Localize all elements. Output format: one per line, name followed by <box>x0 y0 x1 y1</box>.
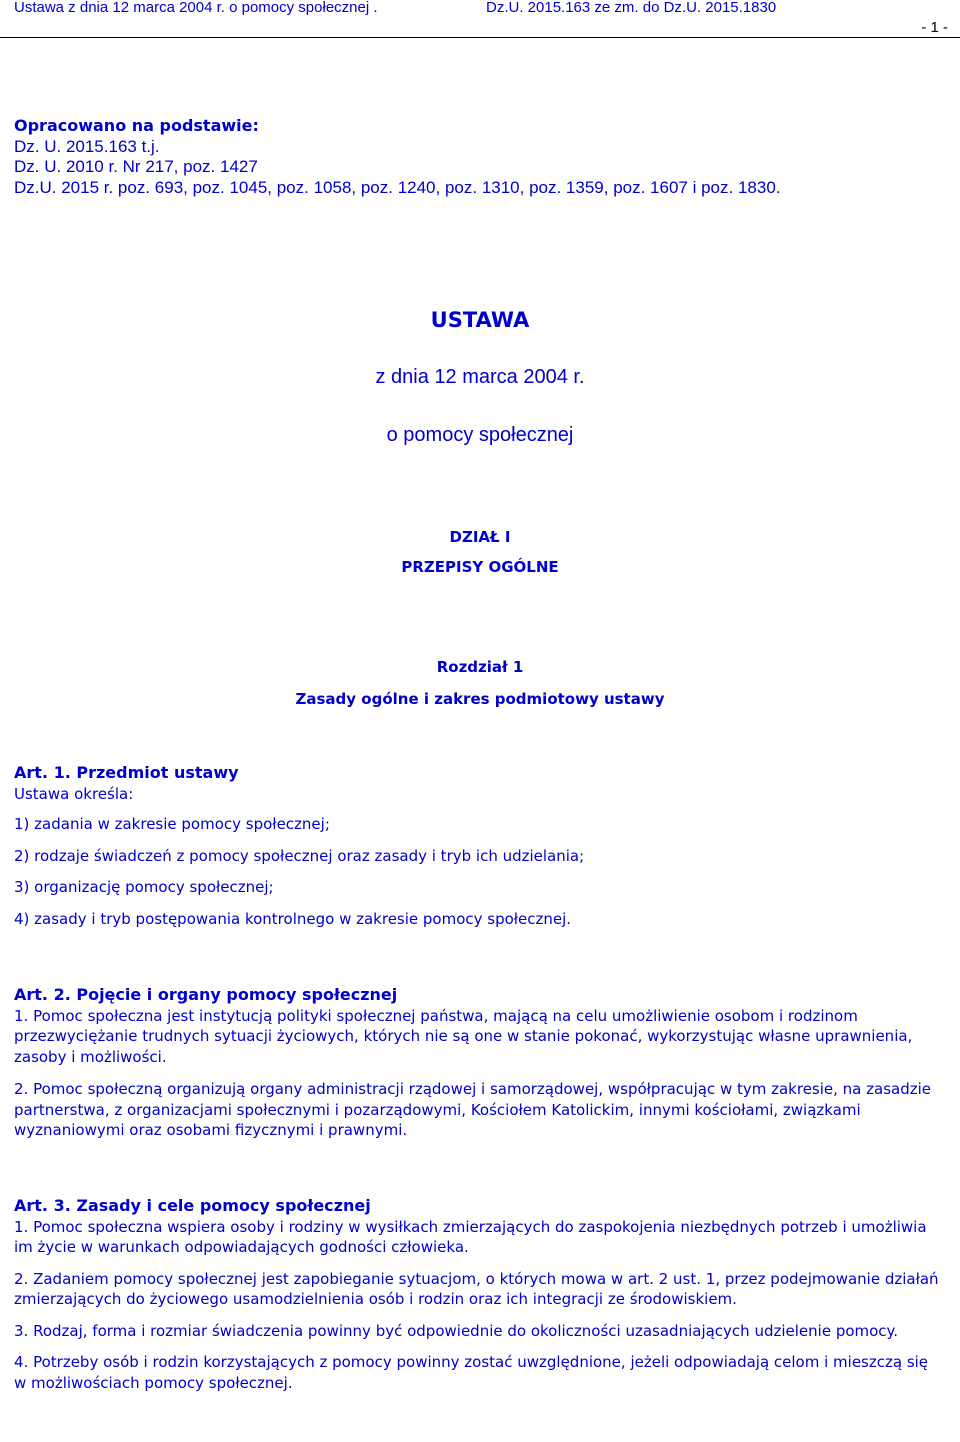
article-paragraph: 3. Rodzaj, forma i rozmiar świadczenia powinny być odpowiednie do okoliczności uzasadniających udzielenie pomocy. <box>14 1321 899 1340</box>
article-3 <box>14 1196 944 1393</box>
list-item: 3) organizację pomocy społecznej; <box>14 878 274 896</box>
header-journal-ref: Dz.U. 2015.163 ze zm. do Dz.U. 2015.1830 <box>486 0 777 16</box>
article-heading: Art. 2. Pojęcie i organy pomocy społecznej <box>14 985 398 1004</box>
act-date: z dnia 12 marca 2004 r. <box>375 366 585 388</box>
list-item: 4) zasady i tryb postępowania kontrolnego w zakresie pomocy społecznej. <box>14 909 572 928</box>
source-line: Dz. U. 2015.163 t.j. <box>14 136 160 156</box>
header-act-title: Ustawa z dnia 12 marca 2004 r. o pomocy społecznej . <box>14 0 378 16</box>
source-line: Dz.U. 2015 r. poz. 693, poz. 1045, poz. 1058, poz. 1240, poz. 1310, poz. 1359, poz. 1607 i poz. 1830. <box>14 177 781 197</box>
article-paragraph: 2. Pomoc społeczną organizują organy administracji rządowej i samorządowej, współpracując w tym zakresie, na zasadzie partnerstwa, z organizacjami społecznymi i pozarządowymi, Kościołem Katolickim, innymi kościołami, związkami wyznaniowymi oraz osobami fizycznymi i prawnymi. <box>14 1080 932 1139</box>
division-label: DZIAŁ I <box>449 528 511 546</box>
list-item: 1) zadania w zakresie pomocy społecznej; <box>14 815 330 833</box>
act-subject: o pomocy społecznej <box>386 424 574 446</box>
header-rule <box>0 37 960 38</box>
chapter-label: Rozdział 1 <box>436 658 524 676</box>
article-paragraph: 1. Pomoc społeczna jest instytucją polityki społecznej państwa, mającą na celu umożliwienie osobom i rodzinom przezwyciężanie trudnych sytuacji życiowych, których nie są one w stanie pokonać, wykorzystując własne uprawnienia, zasoby i możliwości. <box>14 1006 913 1066</box>
page-header <box>0 0 960 34</box>
act-title: USTAWA <box>430 308 530 332</box>
list-item: 2) rodzaje świadczeń z pomocy społecznej oraz zasady i tryb ich udzielania; <box>14 846 585 865</box>
chapter-name: Zasady ogólne i zakres podmiotowy ustawy <box>295 690 665 708</box>
source-heading: Opracowano na podstawie: <box>14 116 259 135</box>
page-number: - 1 - <box>921 19 948 36</box>
source-line: Dz. U. 2010 r. Nr 217, poz. 1427 <box>14 157 258 176</box>
article-paragraph: 1. Pomoc społeczna wspiera osoby i rodziny w wysiłkach zmierzających do zaspokojenia niezbędnych potrzeb i umożliwia im życie w warunkach odpowiadających godności człowieka. <box>14 1217 927 1256</box>
article-intro: Ustawa określa: <box>14 784 134 803</box>
source-block <box>14 116 781 198</box>
division-name: PRZEPISY OGÓLNE <box>401 558 559 576</box>
article-paragraph: 2. Zadaniem pomocy społecznej jest zapobieganie sytuacjom, o których mowa w art. 2 ust. 1, przez podejmowanie działań zmierzających do życiowego usamodzielnienia osób i rodzin oraz ich integracji ze środowiskiem. <box>14 1269 939 1308</box>
article-1 <box>14 763 944 929</box>
article-heading: Art. 3. Zasady i cele pomocy społecznej <box>14 1196 371 1215</box>
article-heading: Art. 1. Przedmiot ustawy <box>14 763 239 782</box>
article-paragraph: 4. Potrzeby osób i rodzin korzystających z pomocy powinny zostać uwzględnione, jeżeli odpowiadają celom i mieszczą się w możliwościach pomocy społecznej. <box>14 1353 929 1392</box>
article-2 <box>14 985 944 1141</box>
